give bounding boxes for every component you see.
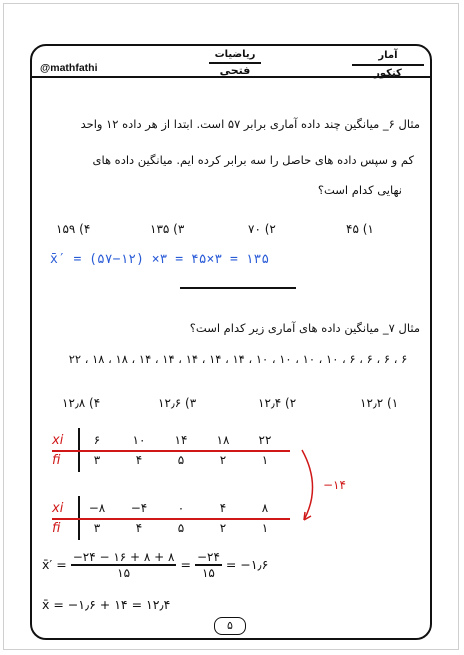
table-cell: −۴ bbox=[130, 501, 148, 515]
final-mean: x̄ = −۱٫۶ + ۱۴ = ۱۲٫۴ bbox=[42, 597, 171, 612]
brand-bottom: فتحی bbox=[219, 63, 251, 77]
table-cell: ۱۸ bbox=[216, 433, 230, 447]
q6-option-2: ۲) ۷۰ bbox=[248, 222, 276, 236]
x-label: xi bbox=[52, 432, 64, 448]
shift-label: −۱۴ bbox=[323, 478, 346, 492]
page-number: ۵ bbox=[214, 617, 246, 635]
frequency-table-shifted bbox=[52, 498, 290, 538]
table-cell: ۴ bbox=[135, 453, 143, 467]
table-cell: ۱ bbox=[261, 521, 269, 535]
q7-option-4: ۴) ۱۲٫۸ bbox=[62, 396, 101, 410]
q7-option-2: ۲) ۱۲٫۴ bbox=[258, 396, 297, 410]
eq-lhs: x̄′ = bbox=[42, 557, 67, 573]
fraction-1 bbox=[71, 550, 177, 580]
table-cell: ۵ bbox=[177, 453, 185, 467]
fraction-1-denominator: ۱۵ bbox=[117, 565, 131, 580]
table-cell: ۴ bbox=[219, 501, 227, 515]
table-cell: ۲ bbox=[219, 453, 227, 467]
q7-option-1: ۱) ۱۲٫۲ bbox=[360, 396, 399, 410]
eq-rhs: = −۱٫۶ bbox=[225, 557, 269, 573]
q7-data-list: ۶ ، ۶ ، ۶ ، ۶ ، ۱۰ ، ۱۰ ، ۱۰ ، ۱۰ ، ۱۴ ، ۱۴ ، ۱۴ ، ۱۴ ، ۱۴ ، ۱۸ ، ۱۸ ، ۲۲ bbox=[68, 352, 408, 366]
table-row-x bbox=[52, 498, 290, 518]
fraction-2 bbox=[195, 550, 222, 580]
subject-box bbox=[352, 49, 424, 80]
table-cell: ۳ bbox=[93, 521, 101, 535]
subject-divider bbox=[352, 64, 424, 66]
brand-top: ریاضیات bbox=[214, 49, 256, 60]
table-cell: ۶ bbox=[93, 433, 101, 447]
table-cell: ۴ bbox=[135, 521, 143, 535]
table-row-x bbox=[52, 430, 290, 450]
q7-option-3: ۳) ۱۲٫۶ bbox=[158, 396, 197, 410]
eq-mid: = bbox=[180, 557, 191, 573]
q6-option-4: ۴) ۱۵۹ bbox=[56, 222, 91, 236]
q7-line-1: مثال ۷_ میانگین داده های آماری زیر کدام است؟ bbox=[189, 321, 420, 335]
fraction-1-numerator: −۲۴ − ۱۶ + ۸ + ۸ bbox=[72, 550, 175, 564]
table-cell: ۵ bbox=[177, 521, 185, 535]
table-cell: ۱۴ bbox=[174, 433, 188, 447]
x-label: xi bbox=[52, 500, 64, 516]
table-cell: ۸ bbox=[261, 501, 269, 515]
q6-line-2: کم و سپس داده های حاصل را سه برابر کرده ایم. میانگین داده های bbox=[92, 153, 414, 167]
shift-arrow-icon bbox=[296, 446, 326, 526]
subject-title: آمار bbox=[378, 50, 398, 61]
table-cell: ۱۰ bbox=[132, 433, 146, 447]
mean-calculation bbox=[42, 550, 268, 580]
table-cell: ۲۲ bbox=[258, 433, 272, 447]
q6-option-1: ۱) ۴۵ bbox=[346, 222, 374, 236]
frequency-table-original bbox=[52, 430, 290, 470]
grade-label: کنکور bbox=[374, 67, 402, 79]
table-cell: ۲ bbox=[219, 521, 227, 535]
author-handle: @mathfathi bbox=[40, 62, 98, 74]
fraction-2-numerator: −۲۴ bbox=[196, 550, 220, 564]
table-cell: ۱ bbox=[261, 453, 269, 467]
brand-logo bbox=[205, 49, 265, 77]
table-cell: ۳ bbox=[93, 453, 101, 467]
fraction-2-denominator: ۱۵ bbox=[201, 565, 215, 580]
q6-line-1: مثال ۶_ میانگین چند داده آماری برابر ۵۷ است. ابتدا از هر داده ۱۲ واحد bbox=[80, 117, 420, 131]
table-row-f bbox=[52, 450, 290, 470]
q6-solution: x̄′ = (۵۷−۱۲) ×۳ = ۴۵×۳ = ۱۳۵ bbox=[50, 252, 270, 267]
q6-line-3: نهایی کدام است؟ bbox=[317, 183, 402, 197]
f-label: fi bbox=[52, 452, 61, 468]
q6-option-3: ۳) ۱۳۵ bbox=[150, 222, 185, 236]
table-row-f bbox=[52, 518, 290, 538]
f-label: fi bbox=[52, 520, 61, 536]
table-cell: ۰ bbox=[177, 501, 185, 515]
section-divider bbox=[180, 287, 296, 289]
table-cell: −۸ bbox=[88, 501, 106, 515]
